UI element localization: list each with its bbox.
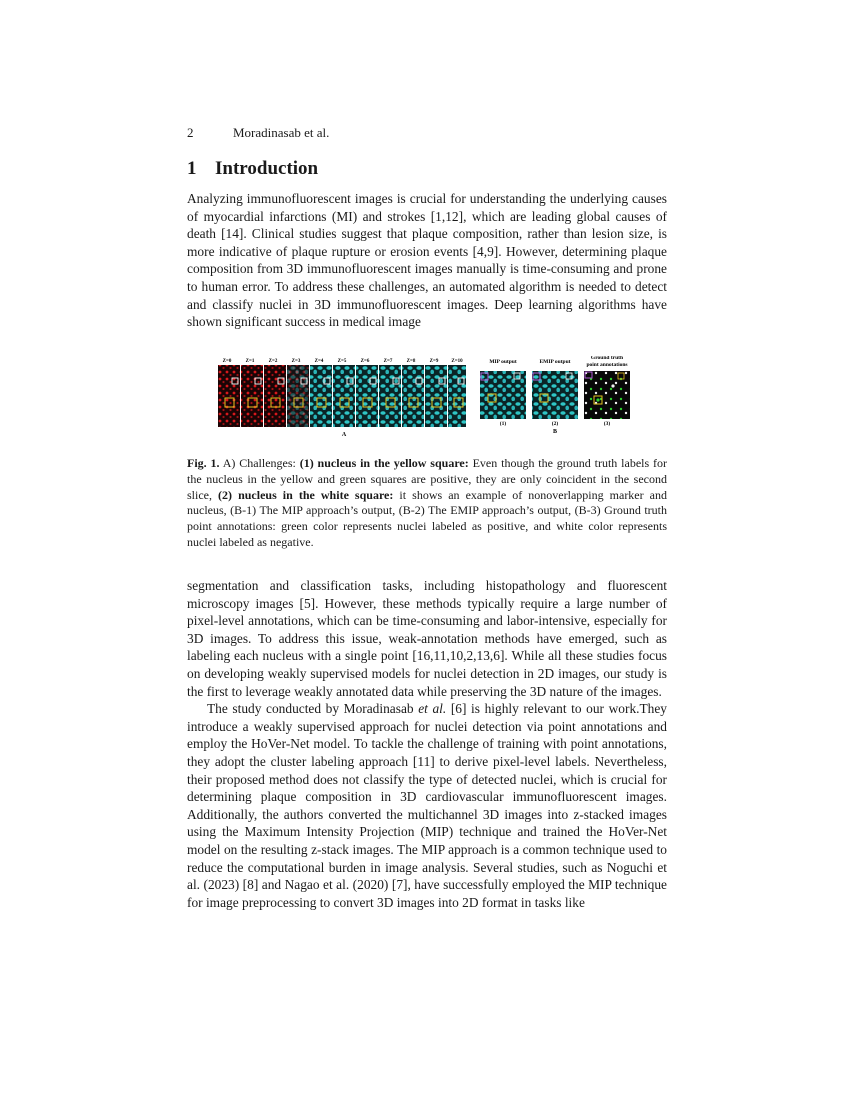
z-label: Z=5 <box>337 359 347 364</box>
sub-label-1: (1) <box>499 421 507 427</box>
z-label: Z=9 <box>429 359 439 364</box>
caption-bold: (2) nucleus in the white square: <box>218 487 394 502</box>
sub-label-3: (3) <box>603 421 611 427</box>
caption-text: Even though the ground truth labels for the nucleus in the yellow and green squares are positive, they are only coincident in the second slice, <box>187 456 667 502</box>
caption-bold: (1) nucleus in the yellow square: <box>299 456 469 470</box>
z-label: Z=8 <box>406 359 416 364</box>
mip-output-image <box>480 371 526 419</box>
body-text-span: The study conducted by Moradinasab <box>207 701 419 717</box>
body-text <box>187 577 667 911</box>
z-slice-tile <box>241 365 263 427</box>
z-slice-tile <box>264 365 286 427</box>
z-label: Z=10 <box>451 359 463 364</box>
z-label: Z=0 <box>222 359 232 364</box>
caption-text: it shows an example of nonoverlapping marker and nucleus, (B-1) The MIP approach’s output, (B-2) The EMIP approach’s output, (B-3) Ground truth point annotations: green color represents nuclei labeled as positive, and white color represents nuclei labeled as negative. <box>187 487 668 549</box>
running-header <box>187 125 329 141</box>
z-slice-tile <box>448 365 466 427</box>
caption-text: A) Challenges: <box>219 456 300 470</box>
intro-paragraph <box>187 190 667 331</box>
body-paragraph <box>187 700 667 911</box>
ground-truth-label: Ground truth <box>590 356 624 361</box>
z-slice-tile <box>425 365 447 427</box>
mip-output-label: MIP output <box>489 359 517 365</box>
z-slice-tiles <box>218 365 466 427</box>
emip-output-label: EMIP output <box>539 359 571 365</box>
z-label: Z=3 <box>291 359 301 364</box>
section-heading <box>187 158 318 180</box>
z-slice-tile <box>379 365 401 427</box>
z-slice-tile <box>310 365 332 427</box>
ground-truth-image <box>584 371 630 419</box>
z-slice-tile <box>218 365 240 427</box>
page-number: 2 <box>187 125 194 140</box>
z-label: Z=2 <box>268 359 278 364</box>
emip-output-image <box>532 371 578 419</box>
body-paragraph: segmentation and classification tasks, including histopathology and fluorescent microscopy images [5]. However, these methods typically require a large number of pixel-level annotations, which can be time-consuming and labor-intensive, especially for 3D images. To address this issue, weak-annotation methods have emerged, such as labeling each nucleus with a single point [16,11,10,2,13,6]. While all these studies focus on developing weakly supervised models for nuclei detection in 2D images, our study is the first to leverage weakly annotated data while preserving the 3D nature of the images. <box>187 578 667 699</box>
running-authors: Moradinasab et al. <box>233 125 330 140</box>
figure-1 <box>218 356 638 442</box>
z-slice-tile <box>287 365 309 427</box>
intro-paragraph-text: Analyzing immunofluorescent images is crucial for understanding the underlying causes of myocardial infarctions (MI) and strokes [1,12], which are leading global causes of death [14]. Clinical studies suggest that plaque composition, rather than lesion size, is more indicative of plaque rupture or erosion events [4,9]. However, determining plaque composition from 3D immunofluorescent images manually is time-consuming and prone to human error. To address these challenges, an automated algorithm is needed to detect and classify nuclei in 3D immunofluorescent images. Deep learning algorithms have shown significant success in medical image <box>187 191 667 330</box>
z-label: Z=4 <box>314 359 324 364</box>
sub-label-2: (2) <box>551 421 559 427</box>
body-text-span: [6] is highly relevant to our work.They introduce a weakly supervised approach for nuclei detection via point annotations and employ the HoVer-Net model. To tackle the challenge of training with point annotations, they adopt the cluster labeling approach [11] to derive pixel-level labels. Nevertheless, their proposed method does not classify the type of detected nuclei, which is crucial for determining plaque composition in 3D cardiovascular immunofluorescent images. Additionally, the authors converted the multichannel 3D images into z-stacked images using the Maximum Intensity Projection (MIP) technique and trained the HoVer-Net model on the resulting z-stack images. The MIP approach is a common technique used to reduce the computational burden in image analysis. Several studies, such as Noguchi et al. (2023) [8] and Nagao et al. (2020) [7], have successfully employed the MIP technique for image preprocessing to convert 3D images into 2D format in tasks like <box>187 701 668 910</box>
section-number: 1 <box>187 158 197 179</box>
z-slice-tile <box>402 365 424 427</box>
ground-truth-label: point annotations <box>586 362 628 368</box>
figure-1-graphic <box>218 356 638 442</box>
figure-caption <box>187 456 667 551</box>
z-label: Z=7 <box>383 359 393 364</box>
figure-label: Fig. 1. <box>187 456 220 470</box>
z-slice-tile <box>333 365 355 427</box>
z-slice-tile <box>356 365 378 427</box>
panel-a-label: A <box>341 432 347 438</box>
z-label: Z=6 <box>360 359 370 364</box>
z-label: Z=1 <box>245 359 255 364</box>
body-italic: et al. <box>418 701 447 717</box>
panel-b-label: B <box>552 429 558 435</box>
section-title: Introduction <box>215 158 319 179</box>
